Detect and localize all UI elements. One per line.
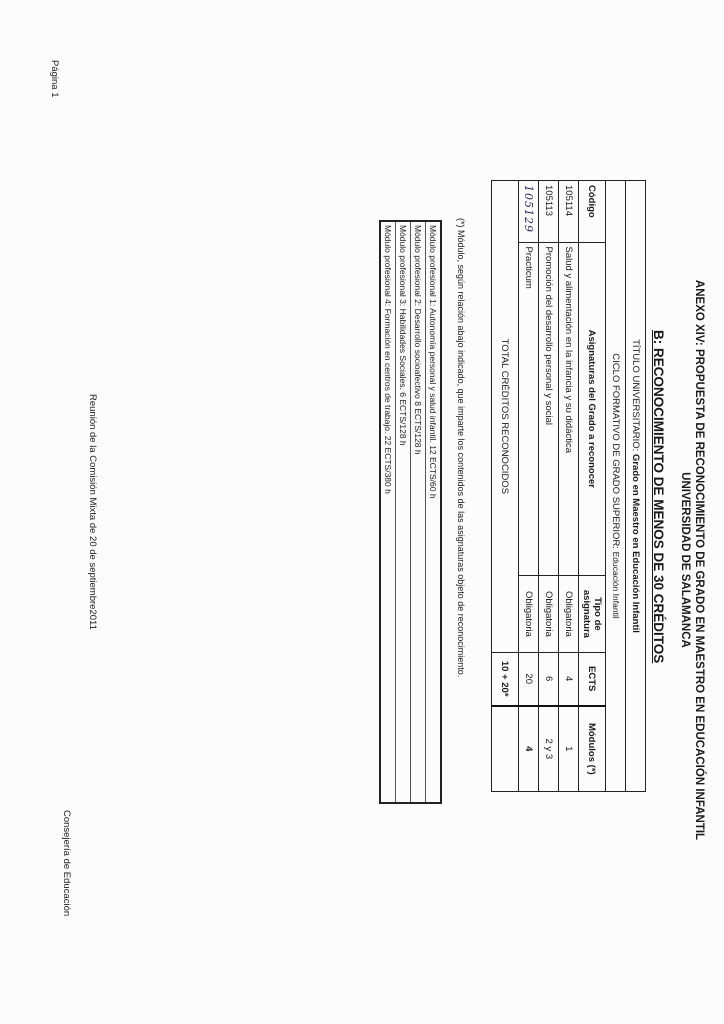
col-header-modules: Módulos (*)	[579, 706, 606, 792]
footer-meeting: Reunión de la Comisión Mixta de 20 de septiembre2011	[87, 394, 98, 630]
total-value: 10 + 20*	[492, 652, 519, 705]
row-modules: 1	[559, 706, 579, 792]
list-item: Módulo profesional 1: Autonomía personal y salud infantil. 12 ECTS/60 h	[425, 222, 440, 802]
recognition-table	[491, 180, 646, 792]
annex-title	[678, 200, 706, 920]
titulo-value: Grado en Maestro en Educación Infantil	[630, 453, 641, 633]
titulo-row	[626, 181, 646, 792]
header-row	[579, 181, 606, 792]
ciclo-row	[606, 181, 626, 792]
modules-list	[379, 220, 442, 804]
table-row	[559, 181, 579, 792]
footer-department: Consejería de Educación	[61, 810, 72, 917]
total-empty	[492, 706, 519, 792]
col-header-type: Tipo de asignatura	[579, 576, 606, 653]
row-modules: 4	[519, 706, 539, 792]
list-item: Módulo profesional 3: Habilidades Sociales. 6 ECTS/128 h	[395, 222, 410, 802]
row-ects: 6	[539, 652, 559, 705]
row-code: 105113	[539, 181, 559, 243]
row-ects: 20	[519, 652, 539, 705]
row-subject: Promoción del desarrollo personal y social	[539, 242, 559, 576]
table-row	[519, 181, 539, 792]
annex-title-line2: UNIVERSIDAD DE SALAMANCA	[679, 472, 691, 648]
list-item: Módulo profesional 2: Desarrollo socioafectivo 8 ECTS/128 h	[410, 222, 425, 802]
row-code-handwritten: 105129	[519, 181, 539, 243]
total-row	[492, 181, 519, 792]
row-type: Obligatoria	[519, 576, 539, 653]
titulo-cell	[626, 181, 646, 792]
section-title: B: RECONOCIMIENTO DE MENOS DE 30 CRÉDITOS	[651, 330, 666, 664]
row-modules: 2 y 3	[539, 706, 559, 792]
row-type: Obligatoria	[559, 576, 579, 653]
annex-title-line1: ANEXO XIV: PROPUESTA DE RECONOCIMIENTO DE GRADO EN MAESTRO EN EDUCACIÓN INFANTIL	[693, 279, 705, 841]
row-ects: 4	[559, 652, 579, 705]
col-header-ects: ECTS	[579, 652, 606, 705]
titulo-label: TÍTULO UNIVERSITARIO:	[630, 339, 641, 452]
footnote: (*) Módulo, según relación abajo indicado, que imparte los contenidos de las asignaturas objeto de reconocimiento.	[456, 218, 466, 678]
total-label: TOTAL CRÉDITOS RECONOCIDOS	[492, 181, 519, 653]
row-subject: Practicum	[519, 242, 539, 576]
ciclo-cell	[606, 181, 626, 792]
list-item: Módulo profesional 4: Formación en centros de trabajo. 22 ECTS/380 h	[383, 225, 393, 494]
table-row	[539, 181, 559, 792]
col-header-code: Código	[579, 181, 606, 243]
row-subject: Salud y alimentación en la infancia y su didáctica	[559, 242, 579, 576]
row-type: Obligatoria	[539, 576, 559, 653]
ciclo-label: CICLO FORMATIVO DE GRADO SUPERIOR:	[610, 353, 621, 549]
row-code: 105114	[559, 181, 579, 243]
footer-page-number: Página 1	[49, 60, 60, 98]
ciclo-value: Educación Infantil	[611, 551, 621, 619]
col-header-subject: Asignaturas del Grado a reconocer	[579, 242, 606, 576]
